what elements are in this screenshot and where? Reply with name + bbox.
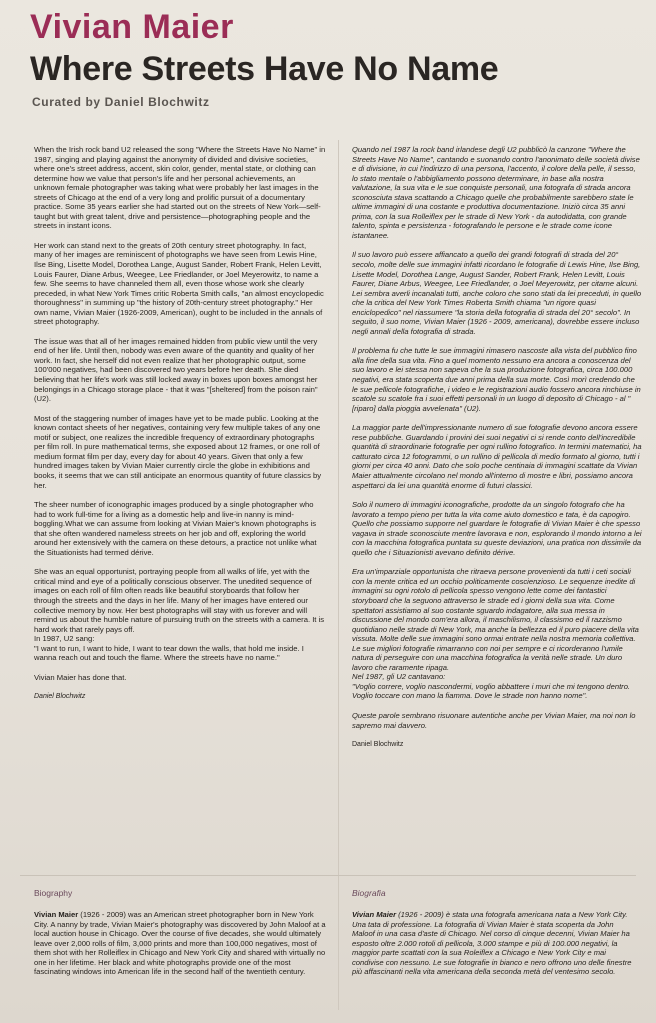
biografia-heading: Biografia bbox=[352, 888, 386, 898]
essay-paragraph: The sheer number of iconographic images produced by a single photographer who had to work full-time for a living as a domestic help and live-in nanny is mind-boggling.What we can assume from looking at Vivian Maier's known photographs is that she often wandered nameless streets on her job and off, exploring the world around her extensively with the camera on these detours, a practice not unlike what the Situationists had termed dérive. bbox=[34, 500, 317, 557]
curator-credit: Curated by Daniel Blochwitz bbox=[32, 95, 210, 109]
essay-paragraph: When the Irish rock band U2 released the song "Where the Streets Have No Name" in 1987, singing and playing against the anonymity of divided and divisive societies, where one's street address, accent, skin color, gender, mental state, or clothing can determine how we value that person's life and her personal achievements, an unknown female photographer was taking what were probably her last images in the streets of Chicago at the end of a very long and prolific pursuit of a documentary practice. Some 35 years earlier she had started out on the streets of New York—self-taught but with great talent, drive and persistence—photographing people and the streets in instant icons. bbox=[34, 145, 326, 231]
biografia-text bbox=[352, 910, 638, 977]
essay-paragraph: Il suo lavoro può essere affiancato a quello dei grandi fotografi di strada del 20° secolo, molte delle sue immagini infatti ricordano le fotografie di Lewis Hine, Ilse Bing, Lisette Model, Dorothea Lange, August Sander, Robert Frank, Helen Levitt, Louis Faurer, Diane Arbus, Weegee, Lee Friedlander, o Joel Meyerowitz, per citarne alcuni. Lei sembra averli incanalati tutti, anche coloro che sono stati da lei preceduti, in quello che la critica del New York Times Roberta Smith chiama "un rigore quasi enciclopedico" nel riassumere "la storia della fotografia di strada del 20° secolo". In seguito, il suo nome, Vivian Maier (1926 - 2009, americana), dovrebbe essere incluso negli annali della fotografia di strada. bbox=[352, 250, 642, 336]
essay-paragraph: Most of the staggering number of images have yet to be made public. Looking at the known contact sheets of her negatives, containing very few multiple takes of any one motif or subject, one realizes the incredible frequency of extraordinary photographs per film roll. In pure mathematical terms, she exposed about 12 frames, or one roll of medium format film per day, every day for about 40 years. Given that only a few hundred images taken by Vivian Maier currently circle the globe in exhibitions and books, it seems that we can still anticipate an enormous quantity of future classics by her. bbox=[34, 413, 322, 490]
essay-paragraph: Her work can stand next to the greats of 20th century street photography. In fact, many of her images are reminiscent of photographs we have seen from Lewis Hine, Ilse Bing, Lisette Model, Dorothea Lange, August Sander, Robert Frank, Helen Levitt, Louis Faurer, Diane Arbus, Weegee, Lee Friedlander, or Joel Meyerowitz, to name a few. She seems to have channeled them all, even those whose work she clearly preceded, in what New York Times critic Roberta Smith calls, "an almost encyclopedic thoroughness" in summing up "the history of 20th-century street photography." Her own name, Vivian Maier (1926-2009, American), ought to be included in the annals of street photography. bbox=[34, 240, 324, 327]
essay-signature: Daniel Blochwitz bbox=[352, 741, 404, 749]
essay-paragraph: Solo il numero di immagini iconografiche, prodotte da un singolo fotografo che ha lavorato a tempo pieno per tutta la vita come aiuto domestico e tata, è da capogiro. Quello che possiamo supporre nel guardare le fotografie di Vivian Maier è che spesso vagava in strade sconosciute mentre lavorava e non, esplorando il mondo intorno a lei con la macchina fotografica puntata su queste deviazioni, una pratica non dissimile da quello che i Situazionisti avevano definito dérive. bbox=[352, 500, 642, 557]
biography-text bbox=[34, 910, 326, 977]
biography-heading: Biography bbox=[34, 888, 73, 898]
essay-paragraph: The issue was that all of her images remained hidden from public view until the very end of her life. Until then, nobody was even aware of the quantity and quality of her work. In fact, she herself did not even realize that her photographic output, some 100'000 negatives, had been discovered two years before her death. She died believing that her life's work was still locked away in boxes upon boxes amongst her belongings in a Chicago storage place - that it was "[sheltered] from the poison rain" (U2). bbox=[34, 336, 318, 404]
column-divider bbox=[338, 140, 339, 1010]
bio-name: Vivian Maier bbox=[352, 910, 397, 919]
bio-body: (1926 - 2009) è stata una fotografa americana nata a New York City. Una tata di professione. La fotografia di Vivian Maier è stata scoperta da John Maloof in una casa d'aste di Chicago. Nel corso di cinque decenni, Vivian Maier ha esposto oltre 2.000 rotoli di pellicola, 3.000 stampe e più di 100.000 negativi, la maggior parte scattati con la sua Roleiflex a Chicago e New York City e mai condivise con nessuno. Le sue fotografie in bianco e nero offrono uno delle finestre più affascinanti nella vita americana della seconda metà del ventesimo secolo. bbox=[352, 910, 632, 977]
essay-signature: Daniel Blochwitz bbox=[34, 693, 86, 701]
essay-paragraph: Vivian Maier has done that. bbox=[34, 672, 127, 682]
essay-paragraph: She was an equal opportunist, portraying people from all walks of life, yet with the critical mind and eye of a politically conscious observer. The unedited sequence of images on each roll of film often reads like beautiful storyboards that follow her through the streets and the days in her life. Many of her images have entered our collective memory by now. Her best photographs will stay with us forever and will remind us about the humble nature of pursuing truth on the streets with a camera. It is hard work that rarely pays off. In 1987, U2 sang: "I want to run, I want to hide, I want to tear down the walls, that hold me inside. I wanna reach out and touch the flame. Where the streets have no name." bbox=[34, 567, 325, 663]
essay-paragraph: Era un'imparziale opportunista che ritraeva persone provenienti da tutti i ceti sociali con la mente critica ed un occhio politicamente coscienzioso. Le sequenze inedite di immagini su ogni rotolo di pellicola spesso vengono lette come dei fantastici storyboard che la seguono attraverso le strade ed i giorni della sua vita. Come spettatori assistiamo al suo costante sguardo indagatore, alla sua messa in discussione del mondo com'era allora, il maschilismo, il classismo ed il razzismo quotidiano nelle strade di New York, ma anche la bellezza ed il puro piacere della vita vissuta. Molte delle sue immagini sono ormai entrate nella nostra memoria collettiva. Le sue migliori fotografie rimarranno con noi per sempre e ci ricorderanno l'umile natura di perseguire con una macchina fotografica la verità nelle strade. Un duro lavoro che raramente ripaga. Nel 1987, gli U2 cantavano: "Voglio correre, voglio nascondermi, voglio abbattere i muri che mi tengono dentro. Voglio toccare con mano la fiamma. Dove le strade non hanno nome". bbox=[352, 567, 639, 701]
bio-body: (1926 - 2009) was an American street photographer born in New York City. A nanny by trade, Vivian Maier's photography was discovered by John Maloof at a local auction house in Chicago. Over the course of five decades, she would ultimately leave over 2,000 rolls of film, 3,000 prints and more than 100,000 negatives, most of them shot with her Rolleiflex in Chicago and New York City and shared with virtually no one in her lifetime. Her black and white photographs provide one of the most fascinating windows into American life in the second half of the twentieth century. bbox=[34, 910, 326, 977]
bio-name: Vivian Maier bbox=[34, 910, 79, 919]
exhibition-title: Where Streets Have No Name bbox=[30, 50, 499, 88]
section-divider bbox=[20, 875, 636, 876]
essay-paragraph: Quando nel 1987 la rock band irlandese degli U2 pubblicò la canzone "Where the Streets Have No Name", cantando e suonando contro l'anonimato delle società divise e di divisione, in cui l'indirizzo di una persona, l'accento, il colore della pelle, il sesso, lo stato mentale o l'abbigliamento possono determinare, in base alla nostra valutazione, la sua vita e le sue conquiste personali, una fotografa di strada ancora sconosciuta stava scattando a Chicago quelle che probabilmente sarebbero state le ultime immagini di una costante e produttiva documentazione. Iniziò circa 35 anni prima, con la sua Rolleiflex per le strade di New York - da autodidatta, con grande talento, spinta e persistenza - fotografando le persone e le strade come icone istantanee. bbox=[352, 145, 640, 240]
essay-paragraph: Il problema fu che tutte le sue immagini rimasero nascoste alla vista del pubblico fino alla fine della sua vita. Fino a quel momento nessuno era ancora a conoscenza del suo lavoro e lei stessa non sapeva che la sua produzione fotografica, circa 100.000 negativi, era stata scoperta due anni prima della sua morte. Così morì credendo che le sue pellicole fotografiche, i video e le registrazioni audio fossero ancora rinchiuse in scatole su scatole fra i suoi effetti personali in un luogo di deposito di Chicago - al "[riparo] dalla pioggia avvelenata" (U2). bbox=[352, 346, 641, 413]
english-essay bbox=[34, 145, 326, 870]
artist-name: Vivian Maier bbox=[30, 8, 234, 46]
essay-paragraph: Queste parole sembrano risuonare autentiche anche per Vivian Maier, ma noi non lo sapremo mai davvero. bbox=[352, 710, 636, 730]
italian-essay bbox=[352, 145, 642, 870]
essay-paragraph: La maggior parte dell'impressionante numero di sue fotografie devono ancora essere rese pubbliche. Guardando i provini dei suoi negativi ci si rende conto dell'incredibile quantità di straordinarie fotografie per ogni rullino fotografico. In termini matematici, ha catturato circa 12 fotogrammi, o un rullino di pellicola di medio formato al giorno, tutti i giorni per circa 40 anni. Dato che solo poche centinaia di immagini scattate da Vivian Maier attualmente circolano nel mondo all'interno di mostre e libri, possiamo ancora aspettarci da lei una quantità enorme di futuri classici. bbox=[352, 423, 642, 490]
